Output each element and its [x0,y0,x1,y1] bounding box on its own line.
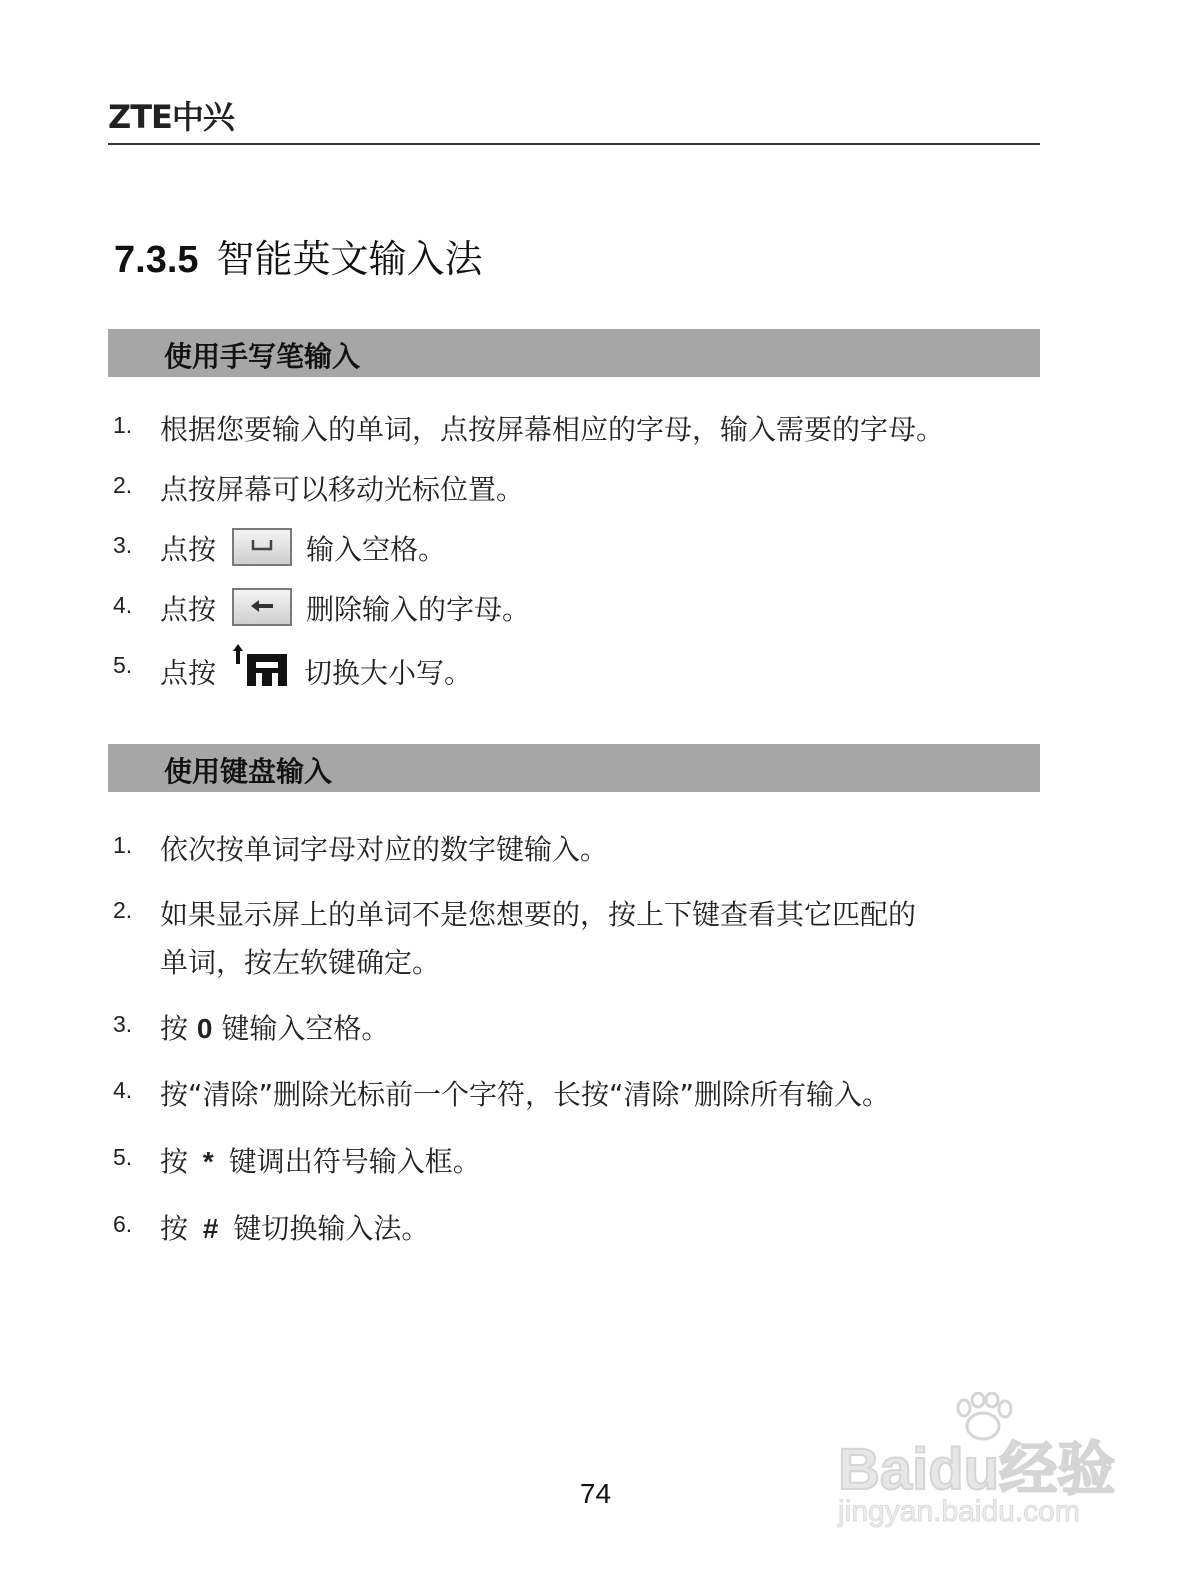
item-number: 6. [113,1211,133,1237]
caps-shift-icon [232,642,290,695]
section-heading [114,228,483,283]
item-post: 键切换输入法。 [233,1212,430,1245]
item-pre: 点按 [160,593,217,626]
item-post: 键输入空格。 [221,1012,390,1045]
key-zero: 0 [196,1013,213,1044]
item-text [160,588,530,630]
key-star: * [202,1146,214,1177]
item-number: 5. [113,652,133,678]
item-pre: 按 [160,1212,189,1245]
item-number: 3. [113,1011,133,1037]
subsection-title: 使用手写笔输入 [164,340,361,373]
item-text [160,1007,389,1047]
item-number: 3. [113,532,133,558]
item-text: 按“清除”删除光标前一个字符，长按“清除”删除所有输入。 [160,1078,891,1111]
item-pre: 点按 [160,533,217,566]
section-title-text: 智能英文输入法 [216,237,483,281]
subsection-title: 使用键盘输入 [164,755,333,788]
watermark-brand: Baidu经验 [838,1437,1116,1502]
subsection-bar-keyboard [108,744,1040,792]
item-text [160,1140,481,1180]
item-pre: 按 [160,1145,189,1178]
item-text [160,648,472,701]
item-text [160,528,446,570]
section-number: 7.3.5 [114,239,199,281]
item-post: 切换大小写。 [304,656,473,690]
item-text: 依次按单词字母对应的数字键输入。 [160,833,609,866]
item-post: 输入空格。 [306,533,447,566]
item-number: 4. [113,1077,133,1103]
backspace-key-icon [232,588,292,626]
item-pre: 按 [160,1012,189,1045]
item-number: 2. [113,472,133,498]
page-number: 74 [579,1478,612,1509]
item-post: 键调出符号输入框。 [228,1145,481,1178]
item-text: 点按屏幕可以移动光标位置。 [160,473,525,506]
item-text [160,1207,429,1247]
item-number: 2. [113,897,133,923]
baidu-watermark [838,1400,1138,1530]
item-pre: 点按 [160,656,217,690]
item-text: 根据您要输入的单词，点按屏幕相应的字母，输入需要的字母。 [160,413,945,446]
watermark-url: jingyan.baidu.com [838,1495,1080,1528]
item-number: 1. [113,412,133,438]
header-divider [108,143,1040,145]
space-key-icon [232,528,292,566]
item-number: 1. [113,832,133,858]
item-text-line2: 单词，按左软键确定。 [160,946,441,979]
item-text: 如果显示屏上的单词不是您想要的，按上下键查看其它匹配的 [160,898,917,931]
item-number: 5. [113,1144,133,1170]
item-number: 4. [113,592,133,618]
key-hash: # [202,1213,219,1244]
subsection-bar-stylus [108,329,1040,377]
zte-logo: ZTE中兴 [108,98,234,136]
item-post: 删除输入的字母。 [306,593,531,626]
